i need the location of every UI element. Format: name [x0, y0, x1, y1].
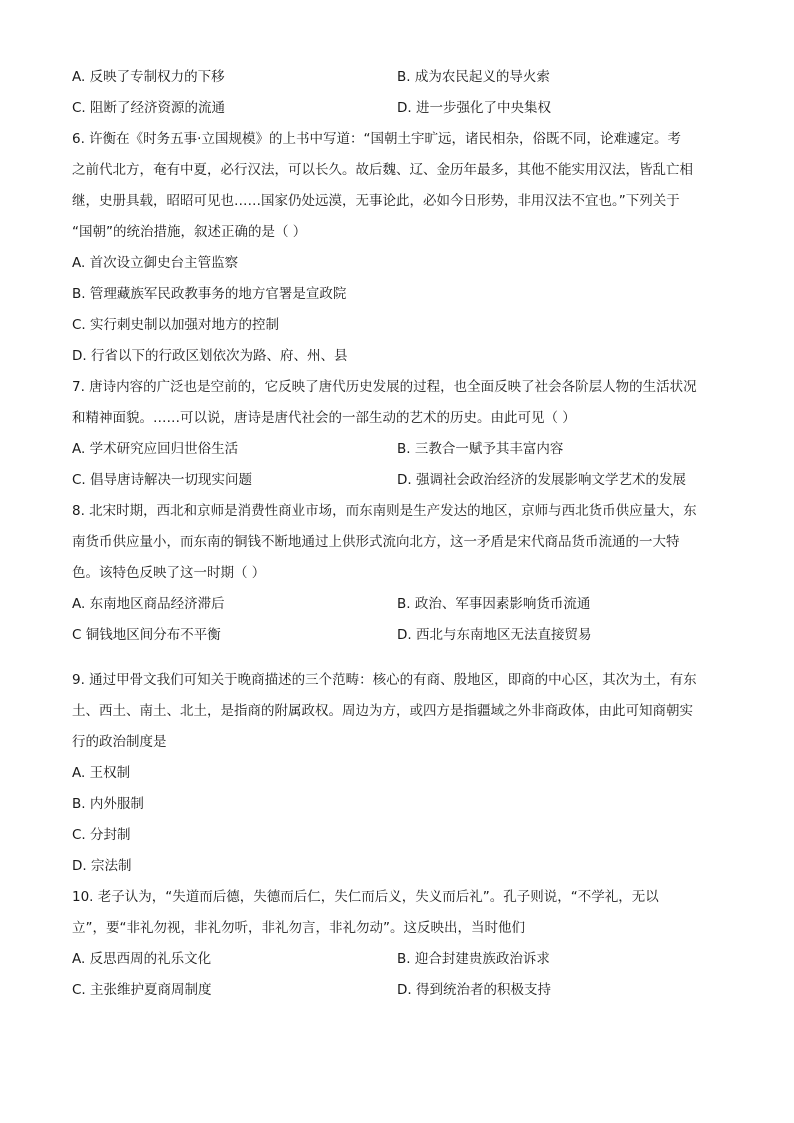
q8-stem-line: 色。该特色反映了这一时期（ ）: [72, 565, 266, 581]
q7-option-d: D. 强调社会政治经济的发展影响文学艺术的发展: [397, 472, 686, 488]
q8-options-row-2: [72, 620, 722, 651]
q7-options-row-1: [72, 434, 722, 465]
q5-option-d: D. 进一步强化了中央集权: [397, 100, 551, 116]
q8-option-c: C 铜钱地区间分布不平衡: [72, 627, 221, 643]
q7-stem-line: 7. 唐诗内容的广泛也是空前的，它反映了唐代历史发展的过程，也全面反映了社会各阶层人物的生活状况: [72, 379, 697, 395]
q6-stem-line: 6. 许衡在《时务五事·立国规模》的上书中写道：“国朝土宇旷远，诸民相杂，俗既不同，论难遽定。考: [72, 131, 681, 147]
q10-option-a: A. 反思西周的礼乐文化: [72, 951, 212, 967]
q7-stem-line: 和精神面貌。……可以说，唐诗是唐代社会的一部生动的艺术的历史。由此可见（ ）: [72, 410, 576, 426]
q6-option-a: A. 首次设立御史台主管监察: [72, 255, 239, 271]
q6-stem-line: “国朝”的统治措施，叙述正确的是（ ）: [72, 224, 307, 240]
q10-option-b: B. 迎合封建贵族政治诉求: [397, 951, 550, 967]
q7-options-row-2: [72, 465, 722, 496]
q7-option-a: A. 学术研究应回归世俗生活: [72, 441, 239, 457]
spacer: [72, 651, 722, 665]
q5-options-row-1: [72, 62, 722, 93]
q6-option-d: D. 行省以下的行政区划依次为路、府、州、县: [72, 348, 348, 364]
q9-stem-line: 土、西土、南土、北土，是指商的附属政权。周边为方，或四方是指疆域之外非商政体，由此可知商朝实: [72, 703, 693, 719]
q9-option-d: D. 宗法制: [72, 858, 132, 874]
q7-option-c: C. 倡导唐诗解决一切现实问题: [72, 472, 253, 488]
q8-option-d: D. 西北与东南地区无法直接贸易: [397, 627, 592, 643]
q8-stem-line: 南货币供应量小，而东南的铜钱不断地通过上供形式流向北方，这一矛盾是宋代商品货币流通的一大特: [72, 534, 680, 550]
q9-stem-line: 9. 通过甲骨文我们可知关于晚商描述的三个范畴：核心的有商、殷地区，即商的中心区，其次为土，有东: [72, 672, 697, 688]
q6-stem-line: 继，史册具载，昭昭可见也……国家仍处远漠，无事论此，必如今日形势，非用汉法不宜也。”下列关于: [72, 193, 680, 209]
q10-option-d: D. 得到统治者的积极支持: [397, 982, 551, 998]
q5-options-row-2: [72, 93, 722, 124]
q6-option-b: B. 管理藏族军民政教事务的地方官署是宣政院: [72, 286, 347, 302]
q10-options-row-1: [72, 944, 722, 975]
q6-stem-line: 之前代北方，奄有中夏，必行汉法，可以长久。故后魏、辽、金历年最多，其他不能实用汉法，皆乱亡相: [72, 162, 693, 178]
q10-option-c: C. 主张维护夏商周制度: [72, 982, 212, 998]
q8-options-row-1: [72, 589, 722, 620]
q8-option-b: B. 政治、军事因素影响货币流通: [397, 596, 591, 612]
exam-page: [72, 62, 722, 1006]
q5-option-c: C. 阻断了经济资源的流通: [72, 100, 226, 116]
q8-option-a: A. 东南地区商品经济滞后: [72, 596, 225, 612]
q5-option-b: B. 成为农民起义的导火索: [397, 69, 550, 85]
q10-options-row-2: [72, 975, 722, 1006]
q9-option-b: B. 内外服制: [72, 796, 144, 812]
q9-option-c: C. 分封制: [72, 827, 131, 843]
q9-option-a: A. 王权制: [72, 765, 131, 781]
q6-option-c: C. 实行刺史制以加强对地方的控制: [72, 317, 280, 333]
q7-option-b: B. 三教合一赋予其丰富内容: [397, 441, 564, 457]
q5-option-a: A. 反映了专制权力的下移: [72, 69, 225, 85]
q10-stem-line: 10. 老子认为，“失道而后德，失德而后仁，失仁而后义，失义而后礼”。孔子则说，“不学礼，无以: [72, 889, 659, 905]
q10-stem-line: 立”，要“非礼勿视，非礼勿听，非礼勿言，非礼勿动”。这反映出，当时他们: [72, 920, 525, 936]
q8-stem-line: 8. 北宋时期，西北和京师是消费性商业市场，而东南则是生产发达的地区，京师与西北货币供应量大，东: [72, 503, 697, 519]
q9-stem-line: 行的政治制度是: [72, 734, 167, 750]
